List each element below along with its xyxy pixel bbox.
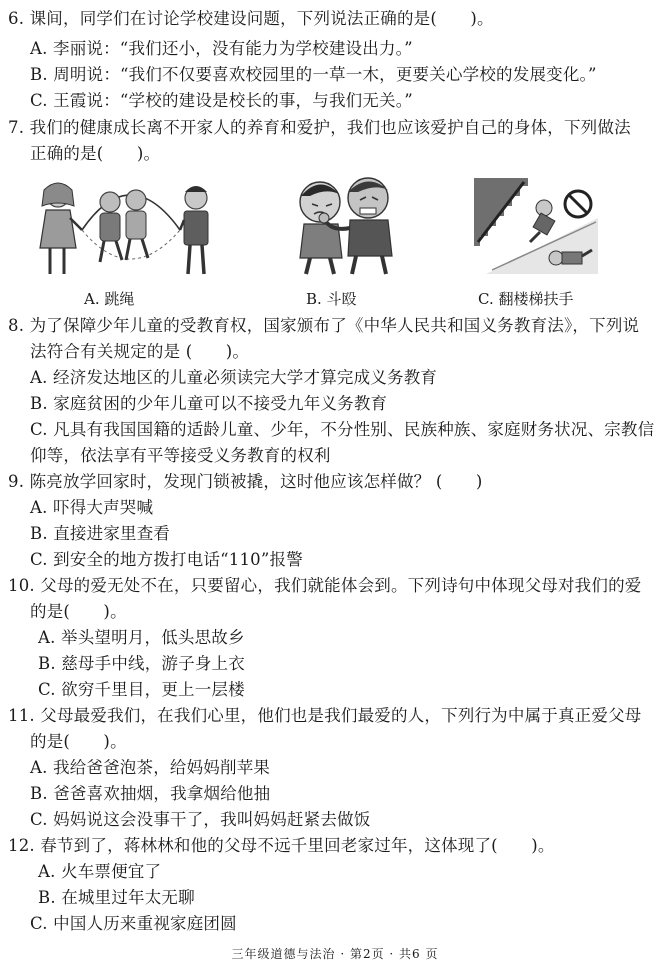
q10-stem-line2: 的是( )。 xyxy=(30,602,127,621)
q7-caption-a: A. 跳绳 xyxy=(84,290,135,308)
q7-stem-line2: 正确的是( )。 xyxy=(30,144,161,163)
jump-rope-illustration xyxy=(30,170,220,282)
q6-option-a: A. 李丽说：“我们还小，没有能力为学校建设出力。” xyxy=(30,39,413,58)
q11-option-a: A. 我给爸爸泡茶，给妈妈削苹果 xyxy=(30,758,271,777)
q8-option-c: C. 凡具有我国国籍的适龄儿童、少年，不分性别、民族种族、家庭财务状况、宗教信 xyxy=(30,420,655,439)
q11-option-b: B. 爸爸喜欢抽烟，我拿烟给他抽 xyxy=(30,784,271,803)
q7-caption-c: C. 翻楼梯扶手 xyxy=(478,290,574,308)
q10-option-b: B. 慈母手中线，游子身上衣 xyxy=(38,654,245,673)
q8-option-a: A. 经济发达地区的儿童必须读完大学才算完成义务教育 xyxy=(30,368,438,387)
q12-stem: 12. 春节到了，蒋林林和他的父母不远千里回老家过年，这体现了( )。 xyxy=(8,836,555,855)
q6-option-c: C. 王霞说：“学校的建设是校长的事，与我们无关。” xyxy=(30,91,413,110)
q8-stem-line1: 8. 为了保障少年儿童的受教育权，国家颁布了《中华人民共和国义务教育法》，下列说 xyxy=(8,316,640,335)
q10-stem-line1: 10. 父母的爱无处不在，只要留心，我们就能体会到。下列诗句中体现父母对我们的爱 xyxy=(8,576,642,595)
q9-option-c: C. 到安全的地方拨打电话“110”报警 xyxy=(30,550,303,569)
q7-caption-b: B. 斗殴 xyxy=(306,290,357,308)
q12-option-a: A. 火车票便宜了 xyxy=(38,862,162,881)
q12-option-c: C. 中国人历来重视家庭团圆 xyxy=(30,914,237,933)
q9-stem: 9. 陈亮放学回家时，发现门锁被撬，这时他应该怎样做？ ( ) xyxy=(8,472,483,491)
q6-stem: 6. 课间，同学们在讨论学校建设问题，下列说法正确的是( )。 xyxy=(8,9,494,28)
q6-option-b: B. 周明说：“我们不仅要喜欢校园里的一草一木，更要关心学校的发展变化。” xyxy=(30,65,597,84)
stair-handrail-illustration xyxy=(474,178,598,274)
q9-option-a: A. 吓得大声哭喊 xyxy=(30,498,154,517)
q11-option-c: C. 妈妈说这会没事干了，我叫妈妈赶紧去做饭 xyxy=(30,810,371,829)
q10-option-c: C. 欲穷千里目，更上一层楼 xyxy=(38,680,245,699)
q11-stem-line1: 11. 父母最爱我们，在我们心里，他们也是我们最爱的人，下列行为中属于真正爱父母 xyxy=(8,706,642,725)
q8-option-c-cont: 仰等，依法享有平等接受义务教育的权利 xyxy=(30,446,331,465)
fighting-illustration xyxy=(286,172,404,276)
q8-stem-line2: 法符合有关规定的是 ( )。 xyxy=(30,342,250,361)
q8-option-b: B. 家庭贫困的少年儿童可以不接受九年义务教育 xyxy=(30,394,388,413)
q11-stem-line2: 的是( )。 xyxy=(30,732,127,751)
page-footer: 三年级道德与法治 · 第2页 · 共6 页 xyxy=(231,947,439,961)
q10-option-a: A. 举头望明月，低头思故乡 xyxy=(38,628,245,647)
q12-option-b: B. 在城里过年太无聊 xyxy=(38,888,195,907)
q7-stem-line1: 7. 我们的健康成长离不开家人的养育和爱护，我们也应该爱护自己的身体，下列做法 xyxy=(8,118,631,137)
q9-option-b: B. 直接进家里查看 xyxy=(30,524,171,543)
